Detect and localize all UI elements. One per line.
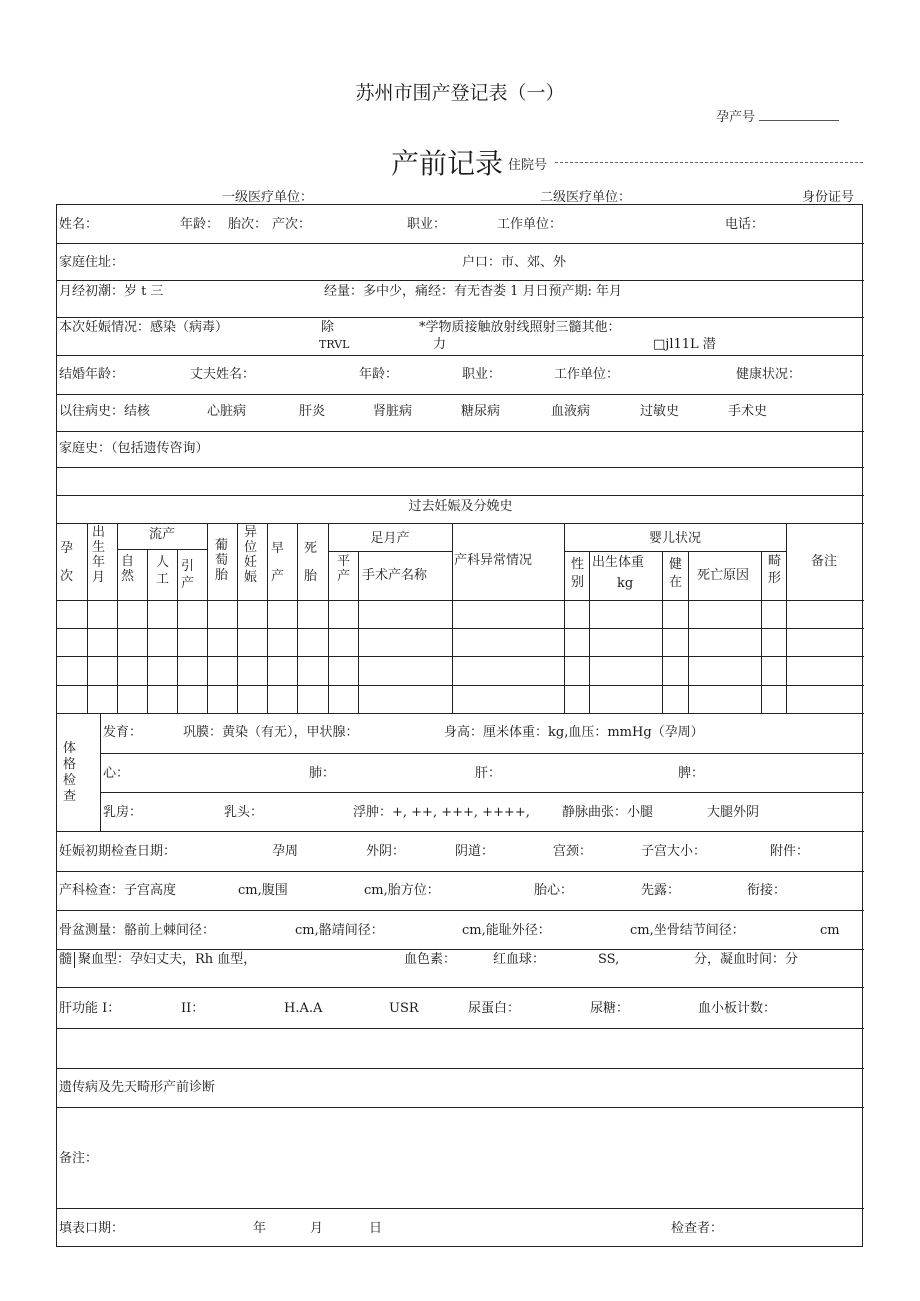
stillbirth-header: 死胎 (303, 541, 317, 584)
heart-disease-label: 心脏病 (207, 404, 247, 419)
urine-sugar-label: 尿糖： (590, 1001, 630, 1016)
home-address-label: 家庭住址： (59, 255, 125, 270)
physical-exam-label: 体格检查 (62, 741, 76, 804)
row-divider (328, 551, 452, 552)
surgery-history-label: 手术史 (728, 404, 768, 419)
fill-date-label: 填表口期： (59, 1221, 125, 1236)
except-label: 除 (321, 320, 335, 335)
history-title: 过去妊娠及分娩史 (408, 499, 513, 514)
presentation-label: 先露： (641, 883, 681, 898)
gestational-week-label: 孕周 (272, 844, 299, 859)
premature-header: 早产 (270, 541, 284, 584)
obstetric-abnormal-header: 产科异常情况 (454, 553, 533, 568)
day-label: 日 (369, 1221, 383, 1236)
rbc-label: 红血球： (493, 952, 546, 967)
other-text: □jl11L 潜 (653, 337, 716, 352)
sclera-label: 巩膜：黄染（有无），甲状腺： (183, 725, 359, 740)
alive-header: 健在 (668, 557, 682, 590)
platelet-count-label: 血小板计数： (698, 1001, 777, 1016)
adnexa-label: 附件： (770, 844, 810, 859)
row-divider (57, 910, 864, 911)
development-label: 发育： (103, 725, 143, 740)
deformity-header: 畸形 (767, 554, 781, 586)
infant-status-header: 婴儿状况 (648, 531, 701, 546)
external-conjugate-label: cm,能耻外径： (462, 923, 551, 938)
current-pregnancy-label: 本次妊娠情况：感染（病毒） (59, 320, 229, 335)
row-divider (57, 394, 864, 395)
fetal-heart-label: 胎心： (534, 883, 574, 898)
obstetric-exam-label: 产科检查：子宫高度 (59, 883, 177, 898)
row-divider (57, 713, 864, 714)
clotting-time-label: 分，凝血时间：分 (694, 952, 799, 967)
secondary-unit-label: 二级医疗单位： (540, 190, 632, 205)
row-divider (57, 987, 864, 988)
breast-label: 乳房： (103, 805, 143, 820)
hemoglobin-label: 血色素： (404, 952, 457, 967)
menarche-label: 月经初潮：岁 t 三 (59, 284, 164, 299)
remarks-header: 备注 (811, 554, 838, 569)
row-divider (57, 1068, 864, 1069)
lab-divider (74, 952, 75, 968)
row-divider (57, 243, 864, 244)
family-history-label: 家庭史：（包括遗传咨询） (59, 441, 209, 456)
pelvic-measure-label: 骨盆测量：骼前上棘间径： (59, 923, 216, 938)
birth-weight-header: 出生体重 (592, 555, 645, 570)
early-exam-date-label: 妊娠初期检查日期： (59, 844, 177, 859)
workplace-label: 工作单位： (497, 217, 563, 232)
row-divider (57, 1028, 864, 1029)
row-divider (100, 753, 864, 754)
husband-age-label: 年龄： (359, 367, 399, 382)
haa-label: H.A.A (284, 1001, 323, 1016)
health-status-label: 健康状况： (736, 367, 802, 382)
heart-label: 心： (103, 766, 130, 781)
lab-char: 髓 (59, 952, 73, 967)
cm-unit-label: cm (820, 923, 840, 938)
col-divider (589, 551, 590, 713)
row-divider (57, 467, 864, 468)
row-divider (57, 495, 864, 496)
col-divider (177, 549, 178, 713)
nipple-label: 乳头： (224, 805, 264, 820)
pregnancy-no-header: 孕次 (59, 541, 73, 584)
section-title: 产前记录 (391, 147, 504, 180)
parity-label: 产次： (272, 217, 312, 232)
primary-unit-label: 一级医疗单位： (222, 190, 314, 205)
row-divider (57, 871, 864, 872)
occupation-label: 职业： (407, 217, 447, 232)
col-divider (786, 523, 787, 713)
col-divider (452, 523, 453, 713)
phone-label: 电话： (725, 217, 765, 232)
kg-header: kg (617, 576, 634, 591)
blood-disease-label: 血液病 (551, 404, 591, 419)
col-divider (297, 523, 298, 713)
form-title: 苏州市围产登记表（一） (355, 82, 565, 104)
intertuberous-label: cm,坐骨结节间径： (630, 923, 745, 938)
liver-function-1-label: 肝功能 I： (59, 1001, 121, 1016)
natural-header: 自然 (120, 554, 134, 584)
chemical-exposure-label: *学物质接触放射线照射三髓其他： (419, 320, 621, 335)
husband-workplace-label: 工作单位： (554, 367, 620, 382)
ectopic-header: 异位妊娠 (243, 525, 257, 585)
col-divider (267, 523, 268, 713)
row-divider (57, 600, 864, 601)
sex-header: 性别 (570, 557, 584, 590)
row-divider (57, 280, 864, 281)
row-divider (57, 523, 864, 524)
artificial-header: 人工 (155, 555, 169, 587)
intercristal-label: cm,骼靖间径： (295, 923, 384, 938)
row-divider (57, 685, 864, 686)
col-divider (761, 551, 762, 713)
maternity-number[interactable] (716, 106, 839, 125)
col-divider (207, 523, 208, 713)
col-divider (662, 551, 663, 713)
row-divider (57, 431, 864, 432)
diabetes-label: 糖尿病 (461, 404, 501, 419)
row-divider (57, 831, 864, 832)
registration-form (56, 204, 863, 1247)
col-divider (147, 549, 148, 713)
liver-label: 肝： (475, 766, 502, 781)
abortion-header: 流产 (148, 527, 175, 542)
birth-date-header: 出生年月 (91, 525, 105, 585)
prenatal-diagnosis-label: 遗传病及先天畸形产前诊断 (59, 1080, 216, 1095)
row-divider (57, 1208, 864, 1209)
row-divider (57, 656, 864, 657)
col-divider (87, 523, 88, 713)
mole-header: 葡萄胎 (214, 538, 228, 583)
age-label: 年龄： (180, 217, 220, 232)
kidney-disease-label: 肾脏病 (373, 404, 413, 419)
allergy-history-label: 过敏史 (640, 404, 680, 419)
varicose-label: 静脉曲张：小腿 (562, 805, 654, 820)
marriage-age-label: 结婚年龄： (59, 367, 125, 382)
row-divider (57, 1107, 864, 1108)
hepatitis-label: 肝炎 (299, 404, 326, 419)
col-divider (564, 523, 565, 713)
thigh-vulva-label: 大腿外阴 (707, 805, 760, 820)
normal-birth-header: 平产 (336, 554, 350, 584)
year-label: 年 (253, 1221, 267, 1236)
trvl-text: TRVL (319, 338, 350, 351)
row-divider (57, 949, 864, 950)
gravidity-label: 胎次： (228, 217, 268, 232)
liver-function-2-label: II： (181, 1001, 205, 1016)
husband-name-label: 丈夫姓名： (190, 367, 256, 382)
col-divider (237, 523, 238, 713)
ss-label: SS, (598, 952, 620, 967)
blood-type-label: 聚血型：孕妇丈夫，Rh 血型， (78, 952, 257, 967)
household-label: 户口：市、郊、外 (462, 255, 567, 270)
death-cause-header: 死亡原因 (697, 568, 750, 583)
menstrual-flow-label: 经量：多中少，痛经：有无杳娄 1 月日预产期: 年月 (324, 284, 623, 299)
full-term-header: 足月产 (370, 531, 410, 546)
examiner-label: 检查者： (671, 1221, 724, 1236)
force-text: 力 (433, 337, 447, 352)
vulva-label: 外阴： (366, 844, 406, 859)
row-divider (564, 551, 786, 552)
cervix-label: 宫颈： (553, 844, 593, 859)
past-history-label: 以往病史：结核 (59, 404, 151, 419)
edema-label: 浮肿：+, ++, +++, ++++, (353, 805, 530, 820)
height-weight-bp-label: 身高：厘米体重：kg,血压：mmHg（孕周） (444, 725, 704, 740)
col-divider (688, 551, 689, 713)
usr-label: USR (389, 1001, 419, 1016)
engagement-label: 衔接： (747, 883, 787, 898)
spleen-label: 脾： (678, 766, 705, 781)
maternity-number-label: 孕产号 (716, 110, 756, 125)
col-divider (117, 523, 118, 713)
month-label: 月 (310, 1221, 324, 1236)
husband-occupation-label: 职业： (462, 367, 502, 382)
row-divider (100, 792, 864, 793)
surgery-name-header: 手术产名称 (362, 568, 428, 583)
induced-header: 引产 (180, 559, 194, 591)
admission-number-label: 住院号 (508, 158, 548, 173)
col-divider (100, 713, 101, 831)
lung-label: 肺： (309, 766, 336, 781)
abdominal-girth-label: cm,腹围 (238, 883, 288, 898)
fetal-position-label: cm,胎方位： (364, 883, 440, 898)
uterus-size-label: 子宫大小： (641, 844, 707, 859)
col-divider (328, 523, 329, 713)
row-divider (117, 549, 207, 550)
col-divider (358, 551, 359, 713)
row-divider (57, 628, 864, 629)
name-label: 姓名： (59, 217, 99, 232)
row-divider (57, 317, 864, 318)
vagina-label: 阴道： (455, 844, 495, 859)
maternity-number-field[interactable] (759, 111, 839, 121)
row-divider (57, 355, 864, 356)
urine-protein-label: 尿蛋白： (468, 1001, 521, 1016)
id-card-label: 身份证号 (802, 190, 855, 205)
remarks-label: 备注： (59, 1151, 99, 1166)
admission-number-field[interactable] (555, 162, 863, 163)
